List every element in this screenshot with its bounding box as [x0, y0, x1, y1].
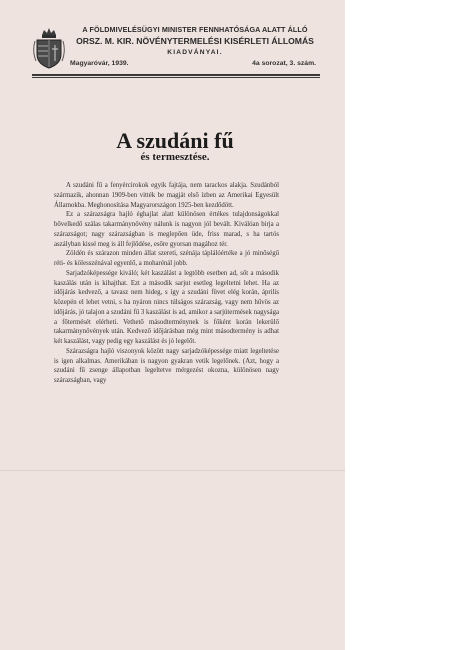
header-authority-line: A FÖLDMIVELÉSÜGYI MINISTER FENNHATÓSÁGA ALATT ÁLLÓ	[82, 25, 308, 34]
paper-fold	[0, 470, 345, 471]
header-institution-name: ORSZ. M. KIR. NÖVÉNYTERMELÉSI KISÉRLETI ÁLLOMÁS	[76, 36, 314, 46]
publication-header	[30, 24, 318, 74]
document-title: A szudáni fű	[116, 128, 234, 153]
paragraph: A szudáni fű a fenyércirokok egyik fajtája, nem tarackos alakja. Szudánból származik, ahonnan 1909-ben vitték be magját első ízben az Amerikai Egyesült Államokba. Meghonosítása Magyarországon 1925-ben kezdődött.	[54, 182, 279, 209]
header-publications-label: KIADVÁNYAI.	[167, 49, 223, 56]
place-and-year: Magyaróvár, 1939.	[70, 60, 129, 67]
paragraph: Zöldén és szárazon minden állat szereti, szénája táplálóértéke a jó minőségű réti- és kölesszénával egyenlő, a moharénál jobb.	[54, 250, 279, 267]
coat-of-arms-icon	[32, 27, 66, 69]
paragraph: Ez a szárazságra hajló éghajlat alatt különösen értékes tulajdonságokkal bővelkedő szálas takarmánynövény nálunk is nagyon jól bevált. Kiválóan birja a szárazságot; nagy szárazságban is meglepően üde, friss marad, s ha tartós aszályban kissé meg is áll fejlődése, esőre gyorsan magához tér.	[54, 211, 279, 248]
article-body	[54, 181, 279, 386]
header-rule	[32, 74, 320, 76]
paragraph: Szárazságra hajló viszonyok között nagy sarjadzóképessége miatt legeltetése is igen alkalmas. Amerikában is nagyon gyakran vetik legelőnek. (Azt, hogy a szudáni fű zsenge állapotban legeltetve mérgezést okozna, különösen nagy szárazságban, vagy	[54, 347, 279, 384]
document-subtitle: és termesztése.	[140, 151, 210, 163]
series-number: 4a sorozat, 3. szám.	[252, 60, 316, 67]
paragraph: Sarjadzóképessége kiváló; két kaszálást a legtöbb esetben ad, sőt a második kaszálás után is kihajthat. Ezt a második sarjut esetleg legeltetni lehet. Ha az időjárás kedvező, a tavasz nem hideg, s így a szudáni füvet elég korán, április közepén el lehet vetni, s ha nyáron nincs túlságos szárazság, vagy nem hűvös az időjárás, jó talajon a szudáni fű 3 kaszálást is ad, amikor a sarjútermések nagysága a főtermését elérheti. Vethető másodterménynek is főként korán lekerülő takarmánynövények után. Kedvező időjárásban még mint másodtermény is adhat két kaszálást, vagy pedig egy kaszálást és jó legelőt.	[54, 269, 279, 345]
header-rule-thin	[32, 77, 320, 78]
